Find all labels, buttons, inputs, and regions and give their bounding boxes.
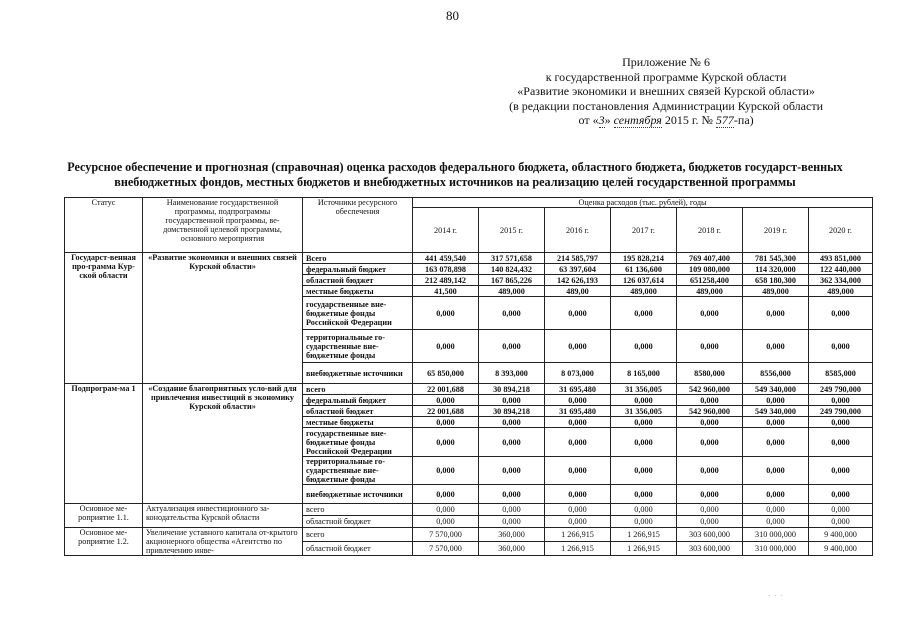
source-cell: областной бюджет (303, 406, 413, 417)
header-year: 2015 г. (479, 208, 545, 253)
value-cell: 0,000 (545, 428, 611, 457)
value-cell: 542 960,000 (677, 384, 743, 395)
value-cell: 1 266,915 (611, 528, 677, 542)
value-cell: 0,000 (743, 504, 809, 516)
value-cell: 489,000 (677, 286, 743, 297)
value-cell: 22 001,688 (413, 384, 479, 395)
appendix-line-4: (в редакции постановления Администрации Курской области (509, 98, 823, 113)
value-cell: 1 266,915 (611, 542, 677, 556)
value-cell: 195 828,214 (611, 253, 677, 264)
program-name-cell: Увеличение уставного капитала от-крытого акционерного общества «Агентство по привлечению инве- (143, 528, 303, 556)
date-prefix: от « (578, 113, 599, 128)
value-cell: 0,000 (545, 485, 611, 504)
value-cell: 0,000 (743, 485, 809, 504)
value-cell: 310 000,000 (743, 528, 809, 542)
table-row (65, 384, 873, 395)
value-cell: 212 489,142 (413, 275, 479, 286)
value-cell: 0,000 (479, 330, 545, 363)
value-cell: 249 790,000 (809, 406, 873, 417)
value-cell: 0,000 (611, 485, 677, 504)
value-cell: 163 078,898 (413, 264, 479, 275)
table-body (65, 253, 873, 556)
value-cell: 0,000 (413, 485, 479, 504)
value-cell: 303 600,000 (677, 542, 743, 556)
value-cell: 109 080,000 (677, 264, 743, 275)
value-cell: 63 397,604 (545, 264, 611, 275)
value-cell: 0,000 (809, 504, 873, 516)
value-cell: 0,000 (545, 504, 611, 516)
value-cell: 0,000 (743, 516, 809, 528)
source-cell: государственные вне-бюджетные фонды Российской Федерации (303, 297, 413, 330)
value-cell: 0,000 (677, 428, 743, 457)
value-cell: 0,000 (479, 504, 545, 516)
appendix-block (509, 55, 823, 128)
value-cell: 214 585,797 (545, 253, 611, 264)
document-title: Ресурсное обеспечение и прогнозная (справочная) оценка расходов федерального бюджета, областного бюджета, бюджетов государст-венных внебюджетных фондов, местных бюджетов и внебюджетных источников на реализацию целей государственной программы (67, 160, 843, 189)
value-cell: 769 407,400 (677, 253, 743, 264)
value-cell: 0,000 (743, 297, 809, 330)
source-cell: внебюджетные источники (303, 363, 413, 384)
value-cell: 658 180,300 (743, 275, 809, 286)
value-cell: 8585,000 (809, 363, 873, 384)
value-cell: 0,000 (743, 330, 809, 363)
source-cell: всего (303, 528, 413, 542)
value-cell: 360,000 (479, 542, 545, 556)
value-cell: 0,000 (611, 516, 677, 528)
value-cell: 1 266,915 (545, 528, 611, 542)
value-cell: 0,000 (413, 330, 479, 363)
source-cell: всего (303, 504, 413, 516)
program-name-cell: Актуализация инвестиционного за-конодательства Курской области (143, 504, 303, 528)
source-cell: областной бюджет (303, 516, 413, 528)
value-cell: 249 790,000 (809, 384, 873, 395)
value-cell: 0,000 (677, 516, 743, 528)
date-year: 2015 г. № (664, 113, 713, 128)
value-cell: 360,000 (479, 528, 545, 542)
status-cell: Основное ме-роприятие 1.2. (65, 528, 143, 556)
value-cell: 22 001,688 (413, 406, 479, 417)
value-cell: 0,000 (479, 297, 545, 330)
value-cell: 489,000 (743, 286, 809, 297)
date-mid: » (604, 113, 611, 128)
value-cell: 781 545,300 (743, 253, 809, 264)
source-cell: местные бюджеты (303, 286, 413, 297)
value-cell: 140 824,432 (479, 264, 545, 275)
value-cell: 41,500 (413, 286, 479, 297)
appendix-line-3: «Развитие экономики и внешних связей Курской области» (517, 84, 815, 99)
value-cell: 8 073,000 (545, 363, 611, 384)
appendix-line-5 (509, 113, 823, 128)
value-cell: 0,000 (479, 428, 545, 457)
value-cell: 651258,400 (677, 275, 743, 286)
value-cell: 126 037,614 (611, 275, 677, 286)
header-year: 2017 г. (611, 208, 677, 253)
value-cell: 0,000 (809, 297, 873, 330)
program-name-cell: «Развитие экономики и внешних связей Курской области» (143, 253, 303, 384)
value-cell: 0,000 (677, 330, 743, 363)
table-row (65, 528, 873, 542)
value-cell: 489,000 (479, 286, 545, 297)
table-row (65, 253, 873, 264)
value-cell: 0,000 (479, 457, 545, 485)
value-cell: 0,000 (611, 417, 677, 428)
value-cell: 0,000 (545, 457, 611, 485)
value-cell: 493 851,000 (809, 253, 873, 264)
header-year: 2019 г. (743, 208, 809, 253)
value-cell: 9 400,000 (809, 528, 873, 542)
value-cell: 8556,000 (743, 363, 809, 384)
header-status: Статус (65, 198, 143, 253)
value-cell: 1 266,915 (545, 542, 611, 556)
header-year: 2018 г. (677, 208, 743, 253)
value-cell: 8 165,000 (611, 363, 677, 384)
value-cell: 489,000 (809, 286, 873, 297)
value-cell: 31 356,005 (611, 384, 677, 395)
source-cell: Всего (303, 253, 413, 264)
source-cell: территориальные го-сударственные вне-бюджетные фонды (303, 457, 413, 485)
value-cell: 489,000 (611, 286, 677, 297)
value-cell: 0,000 (611, 457, 677, 485)
source-cell: всего (303, 384, 413, 395)
value-cell: 0,000 (677, 417, 743, 428)
value-cell: 0,000 (479, 485, 545, 504)
value-cell: 0,000 (809, 457, 873, 485)
source-cell: государственные вне-бюджетные фонды Российской Федерации (303, 428, 413, 457)
value-cell: 0,000 (545, 330, 611, 363)
program-name-cell: «Создание благоприятных усло-вий для привлечения инвестиций в экономику Курской области» (143, 384, 303, 504)
value-cell: 114 320,000 (743, 264, 809, 275)
value-cell: 0,000 (413, 516, 479, 528)
value-cell: 8580,000 (677, 363, 743, 384)
resource-table (64, 197, 873, 556)
date-month: сентября (613, 113, 662, 128)
value-cell: 31 356,005 (611, 406, 677, 417)
source-cell: областной бюджет (303, 275, 413, 286)
status-cell: Подпрограм-ма 1 (65, 384, 143, 504)
value-cell: 61 136,600 (611, 264, 677, 275)
value-cell: 0,000 (743, 428, 809, 457)
value-cell: 0,000 (611, 330, 677, 363)
value-cell: 7 570,000 (413, 542, 479, 556)
value-cell: 0,000 (677, 395, 743, 406)
value-cell: 549 340,000 (743, 406, 809, 417)
value-cell: 0,000 (809, 330, 873, 363)
value-cell: 30 894,218 (479, 406, 545, 417)
source-cell: местные бюджеты (303, 417, 413, 428)
value-cell: 0,000 (743, 457, 809, 485)
source-cell: федеральный бюджет (303, 264, 413, 275)
value-cell: 0,000 (611, 504, 677, 516)
value-cell: 8 393,000 (479, 363, 545, 384)
header-source: Источники ресурсного обеспечения (303, 198, 413, 253)
value-cell: 0,000 (611, 297, 677, 330)
source-cell: территориальные го-сударственные вне-бюджетные фонды (303, 330, 413, 363)
value-cell: 0,000 (545, 417, 611, 428)
value-cell: 303 600,000 (677, 528, 743, 542)
source-cell: внебюджетные источники (303, 485, 413, 504)
value-cell: 0,000 (809, 417, 873, 428)
value-cell: 9 400,000 (809, 542, 873, 556)
header-estimate: Оценка расходов (тыс. рублей), годы (413, 198, 873, 208)
value-cell: 0,000 (611, 428, 677, 457)
value-cell: 362 334,000 (809, 275, 873, 286)
appendix-line-2: к государственной программе Курской области (545, 69, 787, 84)
value-cell: 0,000 (809, 516, 873, 528)
value-cell: 0,000 (677, 457, 743, 485)
value-cell: 549 340,000 (743, 384, 809, 395)
decree-number: 577 (715, 113, 734, 128)
value-cell: 0,000 (413, 457, 479, 485)
value-cell: 0,000 (545, 395, 611, 406)
header-year: 2016 г. (545, 208, 611, 253)
value-cell: 0,000 (611, 395, 677, 406)
value-cell: 7 570,000 (413, 528, 479, 542)
value-cell: 31 695,480 (545, 384, 611, 395)
value-cell: 30 894,218 (479, 384, 545, 395)
value-cell: 0,000 (809, 428, 873, 457)
value-cell: 489,00 (545, 286, 611, 297)
value-cell: 0,000 (413, 504, 479, 516)
value-cell: 0,000 (809, 485, 873, 504)
value-cell: 0,000 (743, 395, 809, 406)
status-cell: Основное ме-роприятие 1.1. (65, 504, 143, 528)
decree-suffix: -па) (733, 113, 754, 128)
value-cell: 0,000 (479, 417, 545, 428)
value-cell: 0,000 (413, 428, 479, 457)
value-cell: 0,000 (677, 297, 743, 330)
value-cell: 0,000 (545, 297, 611, 330)
date-day: 3 (598, 113, 605, 128)
value-cell: 31 695,480 (545, 406, 611, 417)
table-row (65, 504, 873, 516)
value-cell: 0,000 (479, 395, 545, 406)
value-cell: 0,000 (479, 516, 545, 528)
value-cell: 0,000 (413, 417, 479, 428)
value-cell: 122 440,000 (809, 264, 873, 275)
value-cell: 0,000 (677, 504, 743, 516)
status-cell: Государст-венная про-грамма Кур-ской области (65, 253, 143, 384)
header-name: Наименование государственной программы, подпрограммы государственной программы, ве-домственной целевой программы, основного мероприятия (143, 198, 303, 253)
value-cell: 0,000 (677, 485, 743, 504)
value-cell: 0,000 (743, 417, 809, 428)
value-cell: 0,000 (809, 395, 873, 406)
value-cell: 310 000,000 (743, 542, 809, 556)
value-cell: 142 626,193 (545, 275, 611, 286)
value-cell: 65 850,000 (413, 363, 479, 384)
value-cell: 317 571,658 (479, 253, 545, 264)
header-year: 2020 г. (809, 208, 873, 253)
value-cell: 0,000 (413, 395, 479, 406)
value-cell: 542 960,000 (677, 406, 743, 417)
value-cell: 0,000 (413, 297, 479, 330)
scan-mark: · · · (768, 592, 784, 600)
value-cell: 0,000 (545, 516, 611, 528)
source-cell: федеральный бюджет (303, 395, 413, 406)
value-cell: 441 459,540 (413, 253, 479, 264)
header-year: 2014 г. (413, 208, 479, 253)
appendix-line-1: Приложение № 6 (622, 55, 710, 69)
source-cell: областной бюджет (303, 542, 413, 556)
page-number: 80 (446, 8, 459, 23)
value-cell: 167 865,226 (479, 275, 545, 286)
